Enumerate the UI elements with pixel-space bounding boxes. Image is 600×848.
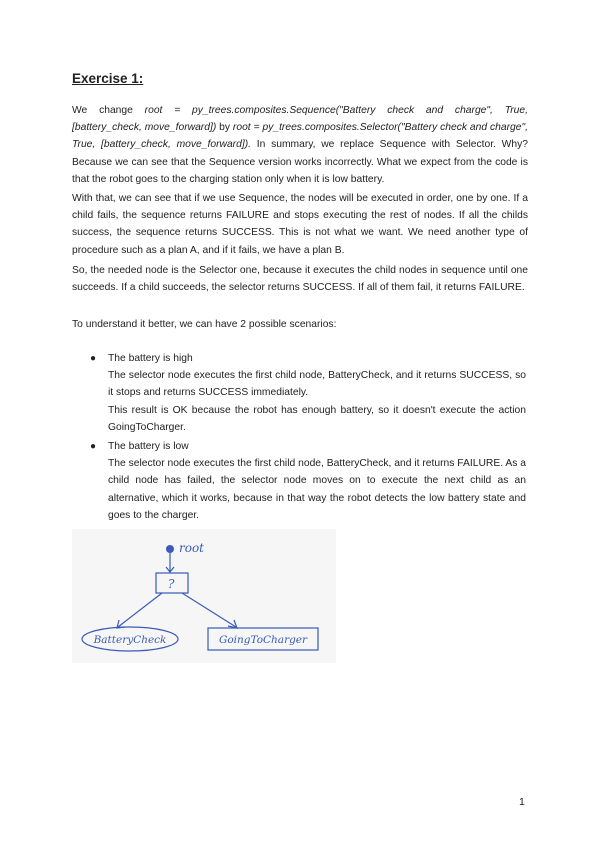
going-to-charger-label: GoingToCharger [218,634,308,646]
scenario-title: The battery is high [108,353,193,364]
scenario-battery-low [108,438,526,524]
page-number: 1 [519,796,525,808]
root-node-dot [166,545,174,553]
root-label: root [179,541,205,555]
paragraph-selector-explanation: So, the needed node is the Selector one, because it executes the child nodes in sequence until one succeeds. If a child succeeds, the selector returns SUCCESS. If all of them fail, it returns FAILURE. [72,265,528,294]
p1-text-1: We change [72,105,145,116]
p1-text-2: by [216,122,233,134]
scenario-description: The selector node executes the first child node, BatteryCheck, and it returns FAILURE. As a child node has failed, the selector node moves on to execute the next child as an alternative, which it works, because in that way the robot detects the low battery state and goes to the charger. [108,458,526,521]
right-child-edge [182,593,236,627]
behavior-tree-diagram [72,529,336,663]
scenario-conclusion: This result is OK because the robot has enough battery, so it doesn't execute the action GoingToCharger. [108,404,526,433]
bullet-marker: ● [90,441,97,452]
scenario-battery-high [108,350,526,436]
left-child-edge [118,593,162,627]
paragraph-scenarios-intro: To understand it better, we can have 2 possible scenarios: [72,319,337,330]
battery-check-label: BatteryCheck [93,634,167,646]
bullet-marker: ● [90,353,97,364]
scenario-description: The selector node executes the first child node, BatteryCheck, and it returns SUCCESS, so it stops and returns SUCCESS immediately. [108,370,526,399]
code-selector-snippet: root = py_trees.composites.Selector("Battery check and charge", True, [battery_check, move_forward]). [72,122,528,151]
selector-symbol: ? [168,577,175,591]
exercise-heading: Exercise 1: [72,71,144,86]
behavior-tree-svg [72,529,336,663]
p1-text-3: In summary, we replace Sequence with Selector. Why? Because we can see that the Sequence version works incorrectly. What we expect from the code is that the robot goes to the charging station only when it is low battery. [72,139,528,185]
code-sequence-snippet: root = py_trees.composites.Sequence("Battery check and charge", True, [battery_check, move_forward]) [72,105,528,134]
paragraph-sequence-explanation: With that, we can see that if we use Sequence, the nodes will be executed in order, one by one. If a child fails, the sequence returns FAILURE and stops executing the rest of nodes. If all the childs success, the sequence returns SUCCESS. This is not what we want. We need another type of procedure such as a plan A, and if it fails, we have a plan B. [72,193,528,256]
scenario-title: The battery is low [108,441,189,452]
paragraph-change-description [72,102,528,188]
